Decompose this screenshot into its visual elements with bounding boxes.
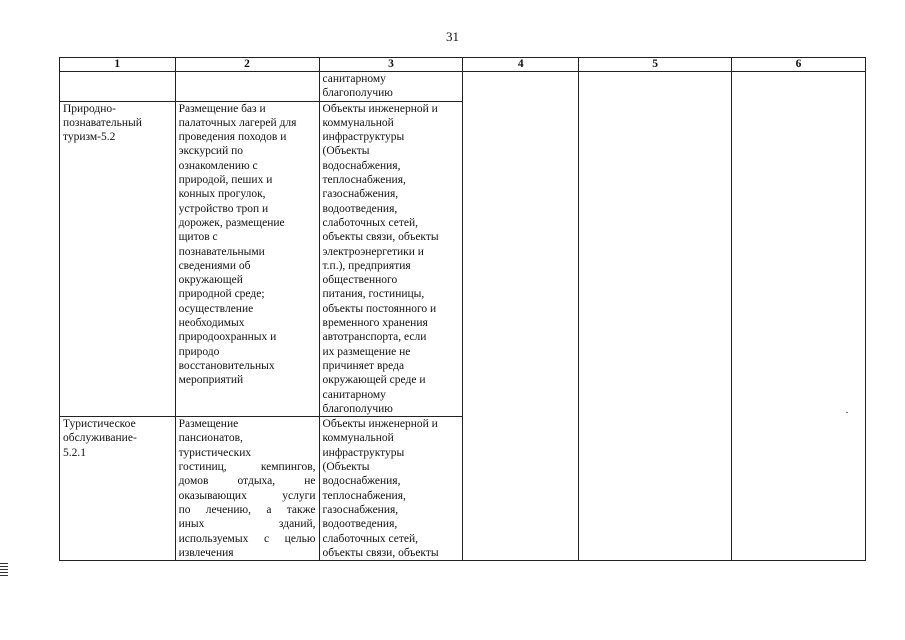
text-line: санитарному: [322, 388, 386, 401]
text-line: водоотведения,: [322, 202, 398, 215]
text-line: теплоснабжения,: [322, 489, 406, 502]
text-line: водоснабжения,: [322, 159, 401, 172]
text-line: объекты связи, объекты: [322, 546, 439, 559]
header-cell-1: 1: [60, 58, 176, 72]
scan-edge-mark: [0, 563, 8, 577]
text-line: необходимых: [178, 317, 245, 330]
text-line: восстановительных: [178, 359, 275, 372]
text-line: Объекты инженерной и: [322, 418, 438, 431]
text-line: познавательными: [178, 245, 265, 258]
col6-cell: [732, 72, 866, 561]
header-row: [60, 58, 866, 72]
col4-cell: [463, 72, 579, 561]
zoning-table: [59, 57, 866, 561]
text-line: (Объекты: [322, 145, 370, 158]
text-line: коммунальной: [322, 432, 394, 445]
text-line: обслуживание-: [63, 432, 137, 445]
text-line: Объекты инженерной и: [322, 102, 438, 115]
text-line: домов отдыха, не: [178, 475, 316, 488]
text-line: природой, пеших и: [178, 174, 273, 187]
text-line: временного хранения: [322, 317, 428, 330]
text-line: дорожек, размещение: [178, 216, 285, 229]
text-line: водоотведения,: [322, 518, 398, 531]
row2-col3-permitted-objects: [319, 417, 463, 561]
row1-col3-permitted-objects: [319, 101, 463, 417]
text-line: пансионатов,: [178, 432, 243, 445]
row2-col2-description: [175, 417, 319, 561]
text-line: ознакомлению с: [178, 159, 258, 172]
text-line: инфраструктуры: [322, 131, 405, 144]
text-line: палаточных лагерей для: [178, 116, 297, 129]
text-line: Размещение баз и: [178, 102, 266, 115]
text-line: благополучию: [322, 402, 393, 415]
scan-speck: [846, 412, 848, 413]
text-line: по лечению, а также: [178, 503, 316, 516]
text-line: извлечения: [178, 546, 234, 559]
row0-col2: [175, 72, 319, 102]
row0-col3: [319, 72, 463, 102]
text-line: иных зданий,: [178, 518, 316, 531]
text-line: экскурсий по: [178, 145, 244, 158]
page-number: 31: [446, 29, 459, 44]
text-line: объекты связи, объекты: [322, 231, 439, 244]
text-line: их размещение не: [322, 345, 411, 358]
text-line: слаботочных сетей,: [322, 532, 419, 545]
text-line: оказывающих услуги: [178, 489, 316, 502]
text-line: туризм-5.2: [63, 131, 116, 144]
header-cell-2: 2: [175, 58, 319, 72]
text-line: познавательный: [63, 116, 142, 129]
text-line: мероприятий: [178, 374, 244, 387]
text-line: проведения походов и: [178, 131, 287, 144]
text-line: т.п.), предприятия: [322, 259, 411, 272]
text-line: (Объекты: [322, 461, 370, 474]
text-line: общественного: [322, 274, 398, 287]
text-line: используемых с целью: [178, 532, 316, 545]
text-line: устройство троп и: [178, 202, 269, 215]
text-line: щитов с: [178, 231, 218, 244]
header-cell-5: 5: [579, 58, 732, 72]
text-line: водоснабжения,: [322, 475, 401, 488]
text-line: газоснабжения,: [322, 503, 399, 516]
header-cell-3: 3: [319, 58, 463, 72]
text-line: гостиниц, кемпингов,: [178, 461, 316, 474]
text-line: окружающей: [178, 274, 243, 287]
col5-cell: [579, 72, 732, 561]
text-line: санитарному: [322, 73, 386, 85]
text-line: конных прогулок,: [178, 188, 266, 201]
text-line: слаботочных сетей,: [322, 216, 419, 229]
text-line: Природно-: [63, 102, 116, 115]
text-line: причиняет вреда: [322, 359, 405, 372]
text-line: инфраструктуры: [322, 446, 405, 459]
text-line: Размещение: [178, 418, 239, 431]
text-line: осуществление: [178, 302, 254, 315]
row2-col1-use-type: [60, 417, 176, 561]
table-row-continuation: [60, 72, 866, 102]
text-line: окружающей среде и: [322, 374, 426, 387]
text-line: сведениями об: [178, 259, 251, 272]
row0-col1: [60, 72, 176, 102]
text-line: природоохранных и: [178, 331, 277, 344]
text-line: природной среде;: [178, 288, 265, 301]
text-line: благополучию: [322, 87, 393, 100]
text-line: электроэнергетики и: [322, 245, 424, 258]
text-line: питания, гостиницы,: [322, 288, 425, 301]
text-line: объекты постоянного и: [322, 302, 437, 315]
header-cell-6: 6: [732, 58, 866, 72]
text-line: природо: [178, 345, 220, 358]
text-line: автотранспорта, если: [322, 331, 427, 344]
text-line: газоснабжения,: [322, 188, 399, 201]
text-line: теплоснабжения,: [322, 174, 406, 187]
header-cell-4: 4: [463, 58, 579, 72]
text-line: туристических: [178, 446, 252, 459]
row1-col2-description: [175, 101, 319, 417]
text-line: 5.2.1: [63, 446, 86, 459]
text-line: Туристическое: [63, 418, 136, 431]
text-line: коммунальной: [322, 116, 394, 129]
row1-col1-use-type: [60, 101, 176, 417]
